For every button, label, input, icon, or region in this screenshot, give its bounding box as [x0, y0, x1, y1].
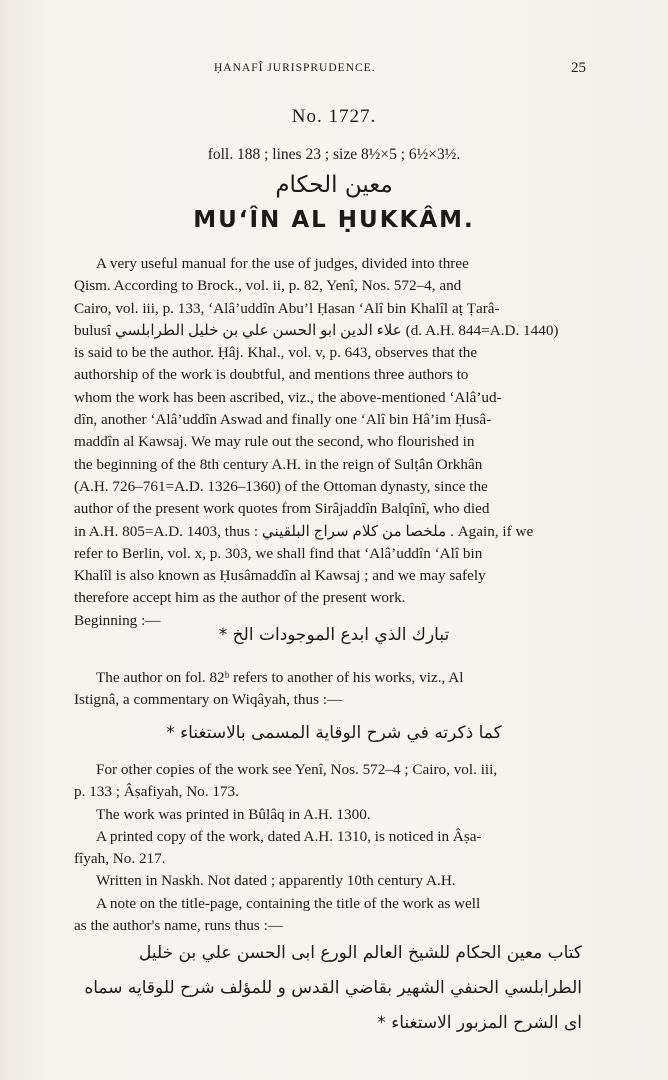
arabic-note-line: الطرابلسي الحنفي الشهير بقاضي القدس و للمؤلف شرح للوقايه سماه: [84, 978, 582, 998]
paragraph-line: in A.H. 805=A.D. 1403, thus : ملخصا من كلام سراج البلقيني . Again, if we: [74, 522, 534, 540]
paragraph-line: (A.H. 726–761=A.D. 1326–1360) of the Ottoman dynasty, since the: [74, 477, 488, 495]
paragraph-line: the beginning of the 8th century A.H. in the reign of Sulṭân Orkhân: [74, 455, 483, 473]
third-paragraph: [74, 759, 582, 937]
paragraph-line: whom the work has been ascribed, viz., the above-mentioned ‘Alâ’ud-: [74, 388, 502, 406]
manuscript-title: MU‘ÎN AL ḤUKKÂM.: [193, 207, 475, 233]
running-head: [74, 62, 594, 80]
second-paragraph: [74, 667, 582, 712]
paragraph-line: Written in Naskh. Not dated ; apparently 10th century A.H.: [96, 872, 456, 890]
paragraph-line: Istignâ, a commentary on Wiqâyah, thus :—: [74, 691, 343, 709]
paragraph-line: refer to Berlin, vol. x, p. 303, we shall find that ‘Alâ’uddîn ‘Alî bin: [74, 544, 483, 562]
closing-arabic-note: [74, 936, 582, 1041]
paragraph-line: A printed copy of the work, dated A.H. 1310, is noticed in Âṣa-: [96, 827, 482, 845]
paragraph-line: The work was printed in Bûlâq in A.H. 1300.: [96, 805, 371, 823]
beginning-label: Beginning :—: [74, 611, 161, 629]
paragraph-line: Cairo, vol. iii, p. 133, ‘Alâ’uddîn Abu’l Ḥasan ‘Alî bin Khalîl aṭ Ṭarâ-: [74, 299, 500, 317]
main-paragraph: [74, 253, 582, 632]
paragraph-line: dîn, another ‘Alâ’uddîn Aswad and finally one ‘Alî bin Hâ’im Ḥusâ-: [74, 411, 492, 429]
paragraph-line: For other copies of the work see Yenî, Nos. 572–4 ; Cairo, vol. iii,: [96, 761, 498, 778]
paragraph-line: fîyah, No. 217.: [74, 850, 166, 868]
paragraph-line: authorship of the work is doubtful, and mentions three authors to: [74, 366, 469, 384]
arabic-note-line: كتاب معين الحكام للشيخ العالم الورع ابى الحسن علي بن خليل: [138, 943, 582, 963]
paragraph-line: therefore accept him as the author of the present work.: [74, 589, 406, 607]
paragraph-line: p. 133 ; Âṣafiyah, No. 173.: [74, 783, 239, 801]
manuscript-meta: foll. 188 ; lines 23 ; size 8½×5 ; 6½×3½.: [207, 146, 461, 163]
manuscript-number: No. 1727.: [291, 106, 377, 127]
beginning-quote: تبارك الذي ابدع الموجودات الخ *: [218, 625, 450, 645]
paragraph-line: is said to be the author. Ḥâj. Khal., vol. v, p. 643, observes that the: [74, 344, 478, 362]
running-title: ḤANAFÎ JURISPRUDENCE.: [214, 62, 376, 74]
paragraph-line: A note on the title-page, containing the title of the work as well: [96, 894, 481, 912]
page-number: 25: [571, 60, 586, 76]
paragraph-line: Khalîl is also known as Ḥusâmaddîn al Kawsaj ; and we may safely: [74, 567, 486, 585]
arabic-note-line: اى الشرح المزبور الاستغناء *: [377, 1013, 582, 1033]
second-quote: كما ذكرته في شرح الوقاية المسمى بالاستغناء *: [166, 723, 502, 743]
arabic-title: معين الحكام: [275, 172, 393, 198]
paragraph-line: maddîn al Kawsaj. We may rule out the second, who flourished in: [74, 433, 475, 451]
paragraph-line: bulusî علاء الدين ابو الحسن علي بن خليل الطرابلسي (d. A.H. 844=A.D. 1440): [74, 321, 559, 339]
paragraph-line: Qism. According to Brock., vol. ii, p. 82, Yenî, Nos. 572–4, and: [74, 277, 462, 295]
paragraph-line: as the author's name, runs thus :—: [74, 917, 283, 935]
paragraph-line: The author on fol. 82ᵇ refers to another of his works, viz., Al: [96, 669, 464, 686]
paragraph-line: author of the present work quotes from Sirâjaddîn Balqînî, who died: [74, 500, 490, 518]
paragraph-line: A very useful manual for the use of judges, divided into three: [96, 255, 469, 272]
